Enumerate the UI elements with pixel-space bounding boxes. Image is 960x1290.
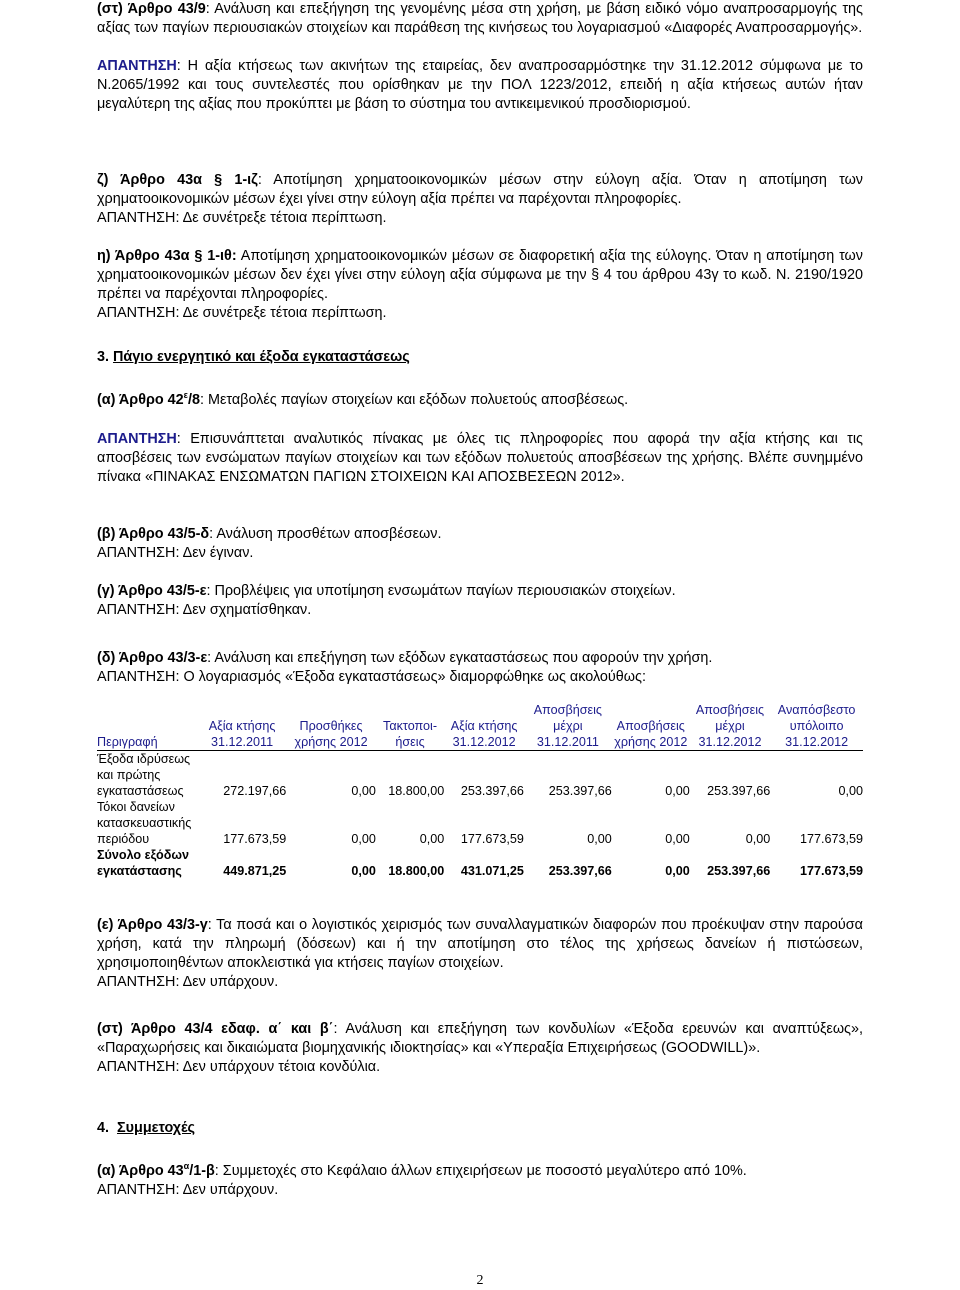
table-cell: 272.197,66 [223,784,287,798]
paragraph-b [97,525,863,544]
text-e: : Τα ποσά και ο λογιστικός χειρισμός των συναλλαγματικών διαφορών που προέκυψαν στην παρούσα χρήση, κατά την πληρωμή (δόσεων) και ή την αποτίμηση στο τέλος της χρήσεως δανείων ή πιστώσεων, χρησιμοποιηθέντων αποκλειστικά για κτήσεις παγίων στοιχείων. [97,917,863,971]
row-label: Σύνολο εξόδων εγκατάστασης [97,848,190,878]
table-cell: 0,00 [665,864,690,878]
section-3-number: 3. [97,349,110,365]
heading-h: η) Άρθρο 43α [97,248,190,264]
table-cell: 18.800,00 [388,864,445,878]
table-cell: 0,00 [838,784,863,798]
text-a4: : Συμμετοχές στο Κεφάλαιο άλλων επιχειρήσεων με ποσοστό μεγαλύτερο από 10%. [214,1162,747,1179]
answer-a4: ΑΠΑΝΤΗΣΗ: Δεν υπάρχουν. [97,1181,279,1198]
heading-e: (ε) Άρθρο 43/3-γ [97,917,208,933]
heading-g: (γ) Άρθρο 43/5-ε [97,583,207,599]
table-cell: 177.673,59 [223,832,287,846]
section-symbol: § [194,248,203,264]
paragraph-e [97,916,863,973]
table-row [97,799,863,847]
table-cell: 18.800,00 [388,784,445,798]
text-st2: : Ανάλυση και επεξήγηση των κονδυλίων «Έξοδα ερευνών και αναπτύξεως», «Παραχωρήσεις και δικαιώματα βιομηχανικής ιδιοκτησίας» και «Υπεραξία Επιχειρήσεως (GOODWILL)». [97,1021,863,1056]
header-cell: Αναπόσβεστο υπόλοιπο 31.12.2012 [777,703,856,749]
answer-text: : Επισυνάπτεται αναλυτικός πίνακας με όλες τις πληροφορίες που αφορά την αξία κτήσης και τις αποσβέσεις των ενσώματων παγίων στοιχείων και των εξόδων πολυετούς αποσβέσεων της χρήσης. Βλέπε συνημμένο πίνακα «ΠΙΝΑΚΑΣ ΕΝΣΩΜΑΤΩΝ ΠΑΓΙΩΝ ΣΤΟΙΧΕΙΩΝ ΚΑΙ ΑΠΟΣΒΕΣΕΩΝ 2012». [97,431,863,485]
heading-a-sup: ε [183,390,188,400]
section-st2 [97,1020,863,1077]
paragraph-d [97,649,863,668]
table-cell: 253.397,66 [707,784,771,798]
installation-expenses-table [97,702,863,879]
table-total-row [97,847,863,879]
heading-h-code: 1-ιθ: [207,248,237,264]
text-a: : Μεταβολές παγίων στοιχείων και εξόδων πολυετούς αποσβέσεως. [199,391,629,408]
heading-d: (δ) Άρθρο 43/3-ε [97,650,208,666]
section-a [97,386,863,410]
table-cell: 253.397,66 [707,864,771,878]
section-3-heading [97,348,863,367]
table-cell: 0,00 [665,832,690,846]
section-st [97,0,863,114]
text-d: : Ανάλυση και επεξήγηση των εξόδων εγκαταστάσεως που αφορούν την χρήση. [207,650,713,666]
table-cell: 253.397,66 [548,784,612,798]
answer-label: ΑΠΑΝΤΗΣΗ [97,431,177,447]
page-number: 2 [476,1273,484,1288]
section-4-heading [97,1119,863,1138]
table-cell: 0,00 [419,832,445,846]
header-cell: Περιγραφή [97,735,158,749]
table-cell: 431.071,25 [460,864,524,878]
header-cell: Τακτοποι-ήσεις [383,719,438,749]
heading-z-code: 1-ιζ [234,172,258,188]
answer-d: ΑΠΑΝΤΗΣΗ: Ο λογαριασμός «Έξοδα εγκαταστάσεως» διαμορφώθηκε ως ακολούθως: [97,669,646,685]
text-h: Αποτίμηση χρηματοοικονομικών μέσων σε διαφορετική αξία της εύλογης. Όταν η αποτίμηση των χρηματοοικονομικών μέσων δεν έχει γίνει στην εύλογη αξία σύμφωνα με την § 4 του άρθρου 43γ το κωδ. Ν. 2190/1920 πρέπει να παρέχονται πληροφορίες. [97,248,863,302]
answer-text: : Η αξία κτήσεως των ακινήτων της εταιρείας, δεν αναπροσαρμόστηκε την 31.12.2012 σύμφωνα με το Ν.2065/1992 και τους συντελεστές που ορίσθηκαν με την ΠΟΛ 1223/2012, επειδή η αξία κτήσεως αυτών ήταν μεγαλύτερη της αξίας που προκύπτει με βάση το σύστημα του αντικειμενικού προσδιορισμού. [97,58,863,112]
text-g: : Προβλέψεις για υποτίμηση ενσωμάτων παγίων περιουσιακών στοιχείων. [206,583,676,599]
heading-a4: (α) Άρθρο 43 [97,1162,184,1179]
answer-label: ΑΠΑΝΤΗΣΗ [97,58,177,74]
section-e [97,916,863,992]
table-cell: 0,00 [351,832,376,846]
heading-b: (β) Άρθρο 43/5-δ [97,526,210,542]
section-b [97,525,863,563]
table-cell: 253.397,66 [548,864,612,878]
heading-a: (α) Άρθρο 42 [97,391,184,408]
row-label: Τόκοι δανείων κατασκευαστικής περιόδου [97,800,192,846]
heading-z: ζ) Άρθρο 43α [97,172,202,188]
paragraph-st2 [97,1020,863,1058]
table-cell: 0,00 [587,832,612,846]
header-cell: Αξία κτήσης 31.12.2012 [450,719,518,749]
header-cell: Αποσβήσεις μέχρι 31.12.2011 [533,703,602,749]
paragraph-h [97,247,863,304]
paragraph-z [97,171,863,209]
section-3 [97,348,863,367]
header-cell: Αποσβήσεις χρήσης 2012 [614,719,688,749]
header-cell: Αξία κτήσης 31.12.2011 [208,719,276,749]
answer-e: ΑΠΑΝΤΗΣΗ: Δεν υπάρχουν. [97,974,279,990]
table-cell: 0,00 [351,784,376,798]
section-z [97,171,863,228]
heading-a-code: /8 [187,391,200,408]
answer-z: ΑΠΑΝΤΗΣΗ: Δε συνέτρεξε τέτοια περίπτωση. [97,210,387,226]
section-d [97,649,863,687]
table-row [97,751,863,800]
table-cell: 177.673,59 [799,832,863,846]
row-label: Έξοδα ιδρύσεως και πρώτης εγκαταστάσεως [97,752,191,798]
answer-b: ΑΠΑΝΤΗΣΗ: Δεν έγιναν. [97,545,254,561]
answer-st2: ΑΠΑΝΤΗΣΗ: Δεν υπάρχουν τέτοια κονδύλια. [97,1059,381,1075]
paragraph-a [97,386,863,410]
header-cell: Αποσβήσεις μέχρι 31.12.2012 [695,703,765,749]
paragraph-st [97,0,863,38]
section-4 [97,1119,863,1138]
section-h [97,247,863,323]
paragraph-g [97,582,863,601]
table-cell: 177.673,59 [799,864,863,878]
heading-a4-sup: α [183,1161,190,1171]
paragraph-a4 [97,1157,863,1181]
table-cell: 449.871,25 [223,864,287,878]
table-header-row [97,702,863,751]
section-3-title: Πάγιο ενεργητικό και έξοδα εγκαταστάσεως [113,349,410,365]
section-a-answer [97,430,863,487]
answer-g: ΑΠΑΝΤΗΣΗ: Δεν σχηματίσθηκαν. [97,602,312,618]
table-cell: 177.673,59 [460,832,524,846]
heading-a4-code: /1-β [189,1162,215,1179]
table-cell: 0,00 [745,832,771,846]
text-b: : Ανάλυση προσθέτων αποσβέσεων. [209,526,442,542]
table-cell: 253.397,66 [460,784,524,798]
heading-st2: (στ) Άρθρο 43/4 εδαφ. α΄ και β΄ [97,1021,334,1037]
text-st: : Ανάλυση και επεξήγηση της γενομένης μέσα στη χρήση, με βάση ειδικό νόμο αναπροσαρμογής της αξίας των παγίων περιουσιακών στοιχείων και παράθεση της κινήσεως του λογαριασμού «Διαφορές Αναπροσαρμογής». [97,1,863,36]
section-4-title: Συμμετοχές [117,1120,196,1136]
heading-st: (στ) Άρθρο 43/9 [97,1,206,17]
section-symbol: § [214,172,223,188]
text-z: : Αποτίμηση χρηματοοικονομικών μέσων στην εύλογη αξία. Όταν η αποτίμηση των χρηματοοικονομικών μέσων έχει γίνει στην εύλογη αξία πρέπει να παρέχονται πληροφορίες. [97,172,864,207]
answer-h: ΑΠΑΝΤΗΣΗ: Δε συνέτρεξε τέτοια περίπτωση. [97,305,387,321]
section-4-number: 4. [97,1120,110,1136]
table-cell: 0,00 [665,784,690,798]
header-cell: Προσθήκες χρήσης 2012 [294,719,368,749]
answer-st [97,57,863,114]
section-a4 [97,1157,863,1200]
section-g [97,582,863,620]
answer-a [97,430,863,487]
table-cell: 0,00 [351,864,376,878]
